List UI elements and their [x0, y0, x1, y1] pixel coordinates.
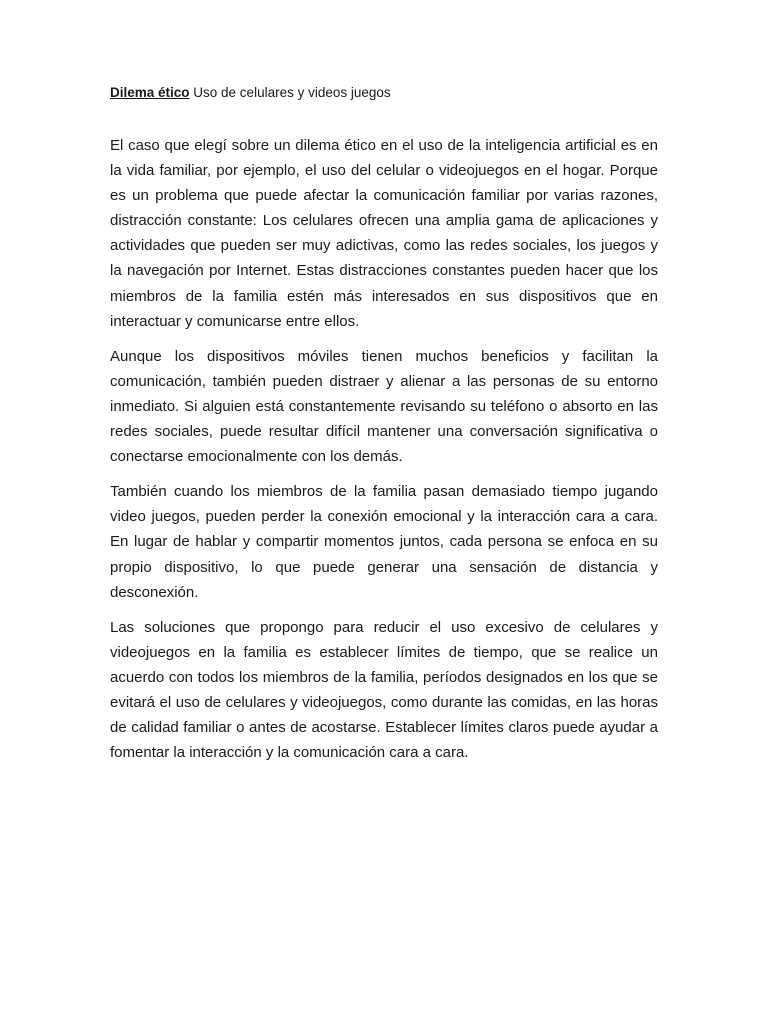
- heading-bold-title: Dilema ético: [110, 85, 190, 100]
- paragraph-3: También cuando los miembros de la familia pasan demasiado tiempo jugando video juegos, pueden perder la conexión emocional y la interacción cara a cara. En lugar de hablar y compartir momentos juntos, cada persona se enfoca en su propio dispositivo, lo que puede generar una sensación de distancia y desconexión.: [110, 483, 658, 601]
- paragraph-2: Aunque los dispositivos móviles tienen muchos beneficios y facilitan la comunicación, también pueden distraer y alienar a las personas de su entorno inmediato. Si alguien está constantemente revisando su teléfono o absorto en las redes sociales, puede resultar difícil mantener una conversación significativa o conectarse emocionalmente con los demás.: [110, 347, 658, 466]
- heading-subtitle: Uso de celulares y videos juegos: [189, 85, 391, 100]
- document-body: [110, 133, 658, 775]
- paragraph-1: El caso que elegí sobre un dilema ético en el uso de la inteligencia artificial es en la vida familiar, por ejemplo, el uso del celular o videojuegos en el hogar. Porque es un problema que puede afectar la comunicación familiar por varias razones, distracción constante: Los celulares ofrecen una amplia gama de aplicaciones y actividades que pueden ser muy adictivas, como las redes sociales, los juegos y la navegación por Internet. Estas distracciones constantes pueden hacer que los miembros de la familia estén más interesados en sus dispositivos que en interactuar y comunicarse entre ellos.: [110, 137, 658, 330]
- document-heading: [110, 84, 670, 102]
- paragraph-4: Las soluciones que propongo para reducir el uso excesivo de celulares y videojuegos en la familia es establecer límites de tiempo, que se realice un acuerdo con todos los miembros de la familia, períodos designados en los que se evitará el uso de celulares y videojuegos, como durante las comidas, en las horas de calidad familiar o antes de acostarse. Establecer límites claros puede ayudar a fomentar la interacción y la comunicación cara a cara.: [110, 618, 658, 762]
